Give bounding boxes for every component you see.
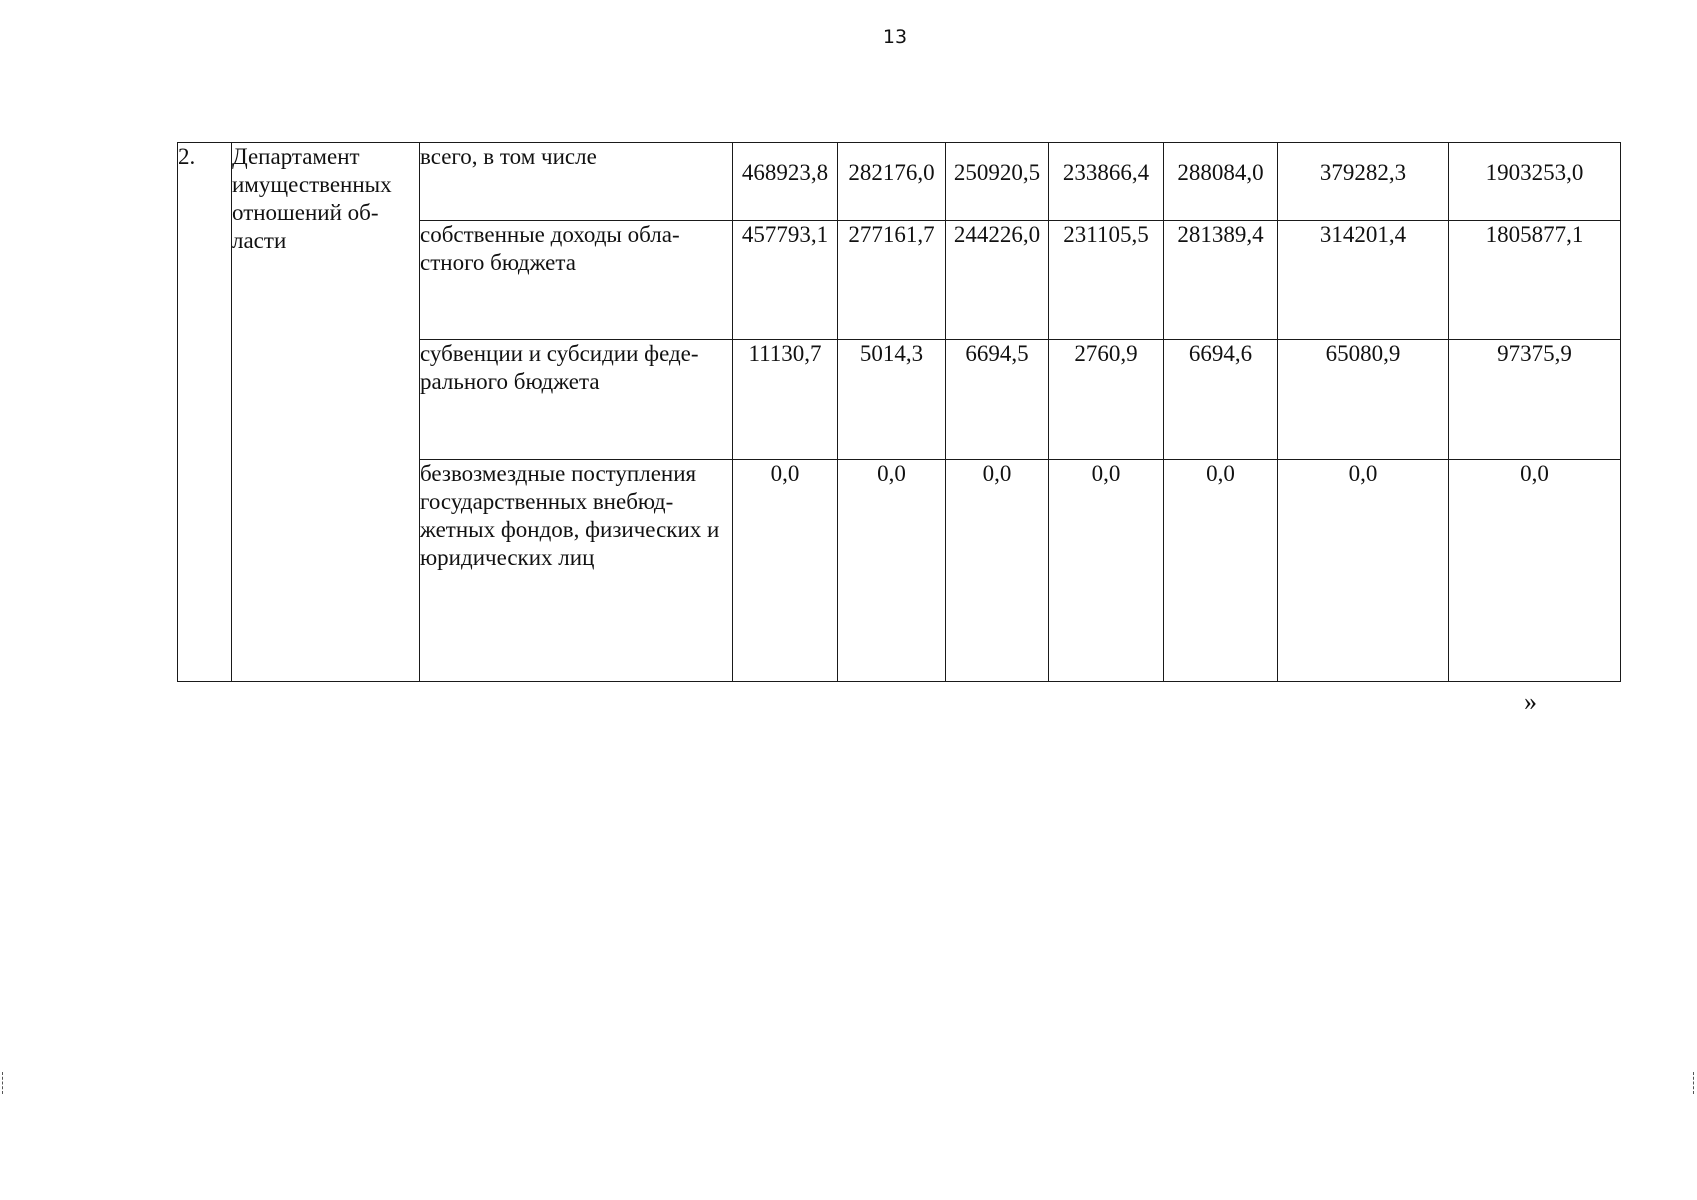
table-row xyxy=(178,143,1621,221)
closing-quote: » xyxy=(1524,687,1537,716)
funding-source-label: собственные доходы обла-стного бюджета xyxy=(420,221,733,340)
value-cell: 0,0 xyxy=(733,460,838,682)
total-value-cell: 97375,9 xyxy=(1449,340,1621,460)
value-cell: 288084,0 xyxy=(1164,143,1278,221)
value-cell: 379282,3 xyxy=(1278,143,1449,221)
funding-source-label: субвенции и субсидии феде-рального бюджета xyxy=(420,340,733,460)
scan-edge-mark-left xyxy=(2,1072,6,1094)
value-cell: 0,0 xyxy=(1049,460,1164,682)
value-cell: 65080,9 xyxy=(1278,340,1449,460)
value-cell: 6694,6 xyxy=(1164,340,1278,460)
total-value-cell: 1903253,0 xyxy=(1449,143,1621,221)
value-cell: 0,0 xyxy=(1278,460,1449,682)
value-cell: 233866,4 xyxy=(1049,143,1164,221)
organization-cell: Департамент имущественных отношений об-ласти xyxy=(232,143,420,682)
budget-table xyxy=(177,142,1621,682)
scan-edge-mark-right xyxy=(1693,1072,1697,1094)
value-cell: 277161,7 xyxy=(838,221,946,340)
funding-source-label: всего, в том числе xyxy=(420,143,733,221)
value-cell: 5014,3 xyxy=(838,340,946,460)
total-value-cell: 1805877,1 xyxy=(1449,221,1621,340)
page-number: 13 xyxy=(882,26,908,48)
value-cell: 6694,5 xyxy=(946,340,1049,460)
value-cell: 244226,0 xyxy=(946,221,1049,340)
row-number-cell: 2. xyxy=(178,143,232,682)
value-cell: 282176,0 xyxy=(838,143,946,221)
total-value-cell: 0,0 xyxy=(1449,460,1621,682)
value-cell: 2760,9 xyxy=(1049,340,1164,460)
value-cell: 231105,5 xyxy=(1049,221,1164,340)
value-cell: 468923,8 xyxy=(733,143,838,221)
value-cell: 11130,7 xyxy=(733,340,838,460)
funding-source-label: безвозмездные поступления государственных внебюд-жетных фондов, физических и юридических лиц xyxy=(420,460,733,682)
value-cell: 281389,4 xyxy=(1164,221,1278,340)
value-cell: 457793,1 xyxy=(733,221,838,340)
value-cell: 314201,4 xyxy=(1278,221,1449,340)
value-cell: 0,0 xyxy=(1164,460,1278,682)
value-cell: 250920,5 xyxy=(946,143,1049,221)
value-cell: 0,0 xyxy=(838,460,946,682)
value-cell: 0,0 xyxy=(946,460,1049,682)
